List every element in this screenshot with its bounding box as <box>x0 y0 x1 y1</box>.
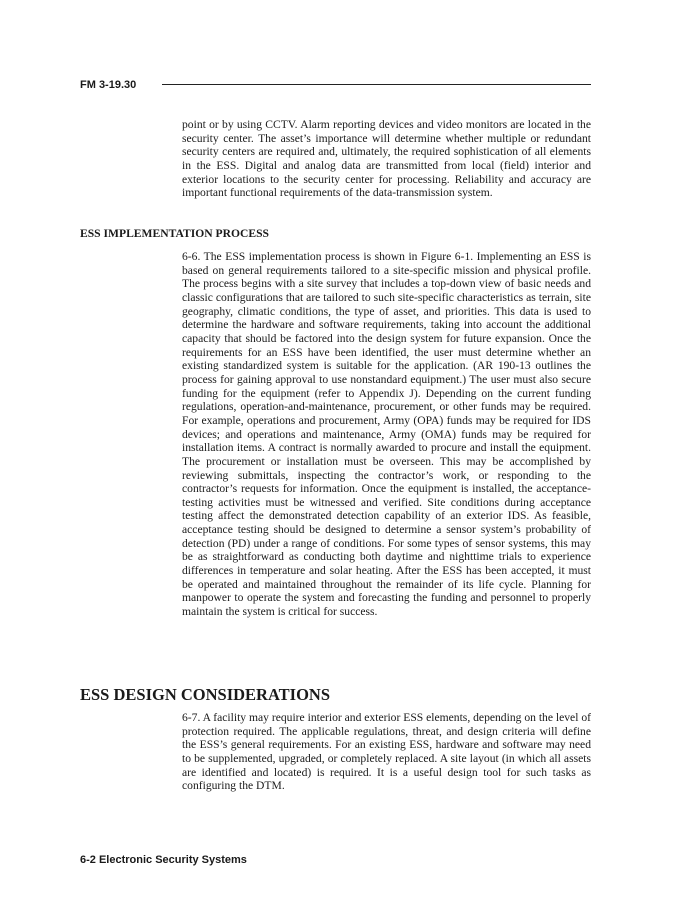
page-footer: 6-2 Electronic Security Systems <box>80 854 247 866</box>
manual-code: FM 3-19.30 <box>80 79 137 91</box>
paragraph-6-7: 6-7. A facility may require interior and exterior ESS elements, depending on the level of protection required. The applicable regulations, threat, and design criteria will define the ESS’s general requirements. For an existing ESS, hardware and software may need to be supplemented, upgraded, or completely replaced. A site layout (in which all assets are identified and located) is required. It is a useful design tool for such tasks as configuring the DTM. <box>182 711 591 793</box>
section-heading-design-considerations: ESS DESIGN CONSIDERATIONS <box>80 685 331 704</box>
continued-paragraph: point or by using CCTV. Alarm reporting devices and video monitors are located in the security center. The asset’s importance will determine whether multiple or redundant security centers are required and, ultimately, the required sophistication of all elements in the ESS. Digital and analog data are transmitted from local (field) interior and exterior locations to the security center for processing. Reliability and accuracy are important functional requirements of the data-transmission system. <box>182 118 591 200</box>
page-header <box>80 78 591 94</box>
header-rule <box>162 84 591 85</box>
section-heading-implementation: ESS IMPLEMENTATION PROCESS <box>80 227 269 240</box>
paragraph-6-6: 6-6. The ESS implementation process is shown in Figure 6-1. Implementing an ESS is based on general requirements tailored to a site-specific mission and physical profile. The process begins with a site survey that includes a top-down view of basic needs and classic configurations that are tailored to such site-specific characteristics as terrain, site geography, climatic conditions, the type of asset, and priorities. This data is used to determine the hardware and software requirements, taking into account the additional capacity that should be factored into the design system for future expansion. Once the requirements for an ESS have been identified, the user must determine whether an existing standardized system is suitable for the application. (AR 190-13 outlines the process for gaining approval to use nonstandard equipment.) The user must also secure funding for the equipment (refer to Appendix J). Depending on the current funding regulations, operation-and-maintenance, procurement, or other funds may be required. For example, operations and procurement, Army (OPA) funds may be required for IDS devices; and operations and maintenance, Army (OMA) funds may be required for installation items. A contract is normally awarded to procure and install the equipment. The procurement or installation must be overseen. This may be accomplished by reviewing submittals, inspecting the contractor’s work, or responding to the contractor’s requests for information. Once the equipment is installed, the acceptance-testing activities must be witnessed and verified. Site conditions during acceptance testing affect the demonstrated detection capability of an exterior IDS. As feasible, acceptance testing should be designed to determine a sensor system’s probability of detection (PD) under a range of conditions. For some types of sensor systems, this may be as straightforward as conducting both daytime and nighttime trials to experience differences in temperature and solar heating. After the ESS has been accepted, it must be operated and maintained throughout the remainder of its life cycle. Planning for manpower to operate the system and forecasting the funding and personnel to properly maintain the system is critical for success. <box>182 250 591 619</box>
